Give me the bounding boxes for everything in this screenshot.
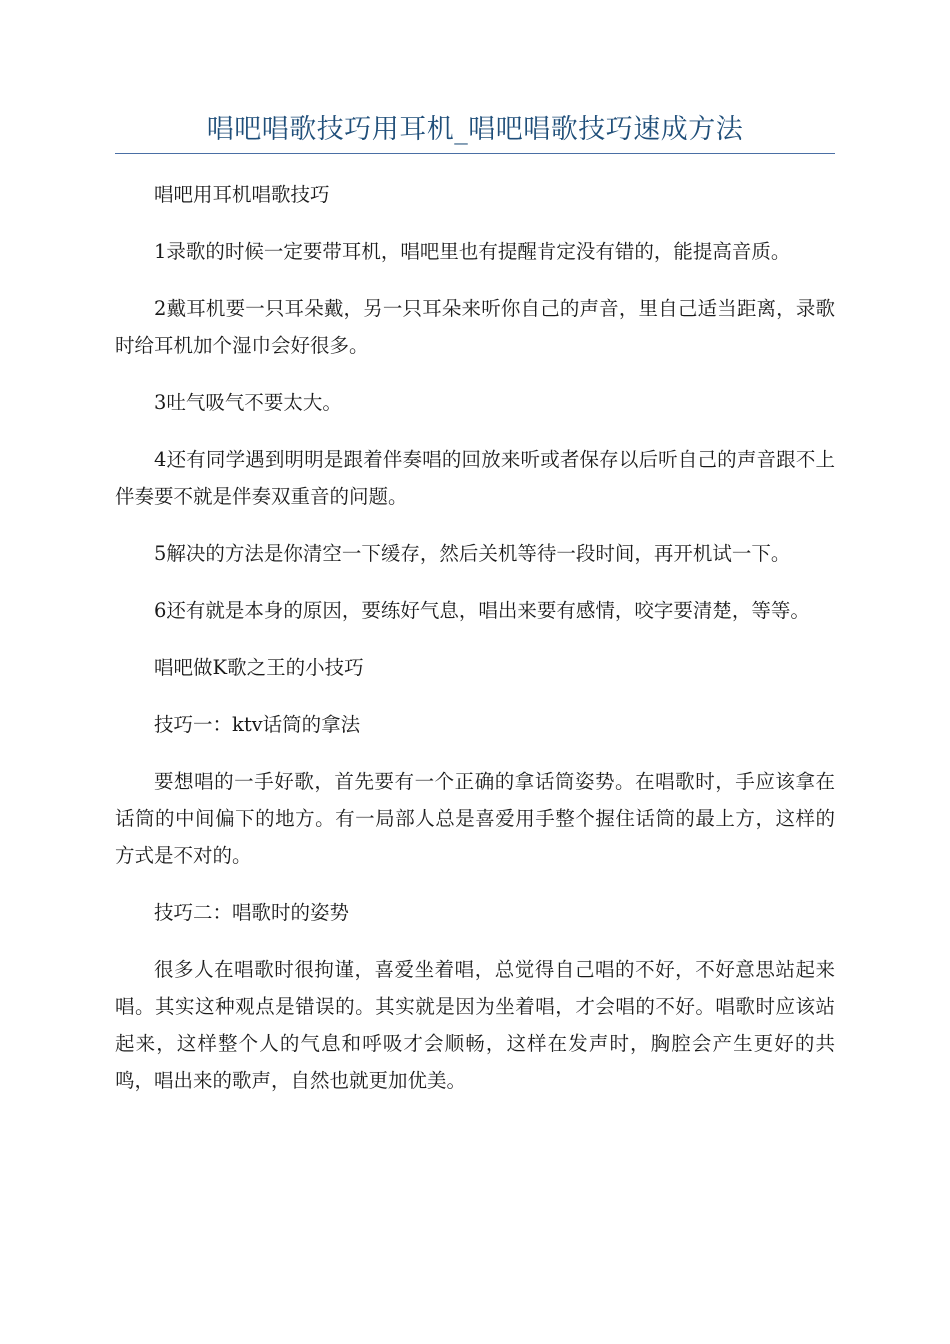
- technique-2-heading: 技巧二：唱歌时的姿势: [154, 901, 350, 924]
- title-underline: [115, 153, 835, 154]
- technique-2-body: 很多人在唱歌时很拘谨，喜爱坐着唱，总觉得自己唱的不好，不好意思站起来唱。其实这种观点是错误的。其实就是因为坐着唱，才会唱的不好。唱歌时应该站起来，这样整个人的气息和呼吸才会顺畅，这样在发声时，胸腔会产生更好的共鸣，唱出来的歌声，自然也就更加优美。: [115, 958, 835, 1092]
- document-title: 唱吧唱歌技巧用耳机_唱吧唱歌技巧速成方法: [206, 114, 744, 145]
- tip-paragraph-4: 4还有同学遇到明明是跟着伴奏唱的回放来听或者保存以后听自己的声音跟不上伴奏要不就是伴奏双重音的问题。: [115, 448, 835, 508]
- tip-paragraph-2: 2戴耳机要一只耳朵戴，另一只耳朵来听你自己的声音，里自己适当距离，录歌时给耳机加个湿巾会好很多。: [115, 297, 835, 357]
- tip-paragraph-1: 1录歌的时候一定要带耳机，唱吧里也有提醒肯定没有错的，能提高音质。: [154, 240, 791, 263]
- tip-paragraph-3: 3吐气吸气不要太大。: [154, 391, 342, 414]
- section-heading-headphone-tips: 唱吧用耳机唱歌技巧: [154, 183, 330, 206]
- tip-paragraph-5: 5解决的方法是你清空一下缓存，然后关机等待一段时间，再开机试一下。: [154, 542, 791, 565]
- section-heading-k-song-king: 唱吧做K歌之王的小技巧: [154, 656, 364, 679]
- document-page: [115, 110, 835, 1119]
- tip-paragraph-6: 6还有就是本身的原因，要练好气息，唱出来要有感情，咬字要清楚，等等。: [154, 599, 810, 622]
- technique-1-body: 要想唱的一手好歌，首先要有一个正确的拿话筒姿势。在唱歌时，手应该拿在话筒的中间偏下的地方。有一局部人总是喜爱用手整个握住话筒的最上方，这样的方式是不对的。: [115, 770, 835, 867]
- technique-1-heading: 技巧一：ktv话筒的拿法: [154, 713, 361, 736]
